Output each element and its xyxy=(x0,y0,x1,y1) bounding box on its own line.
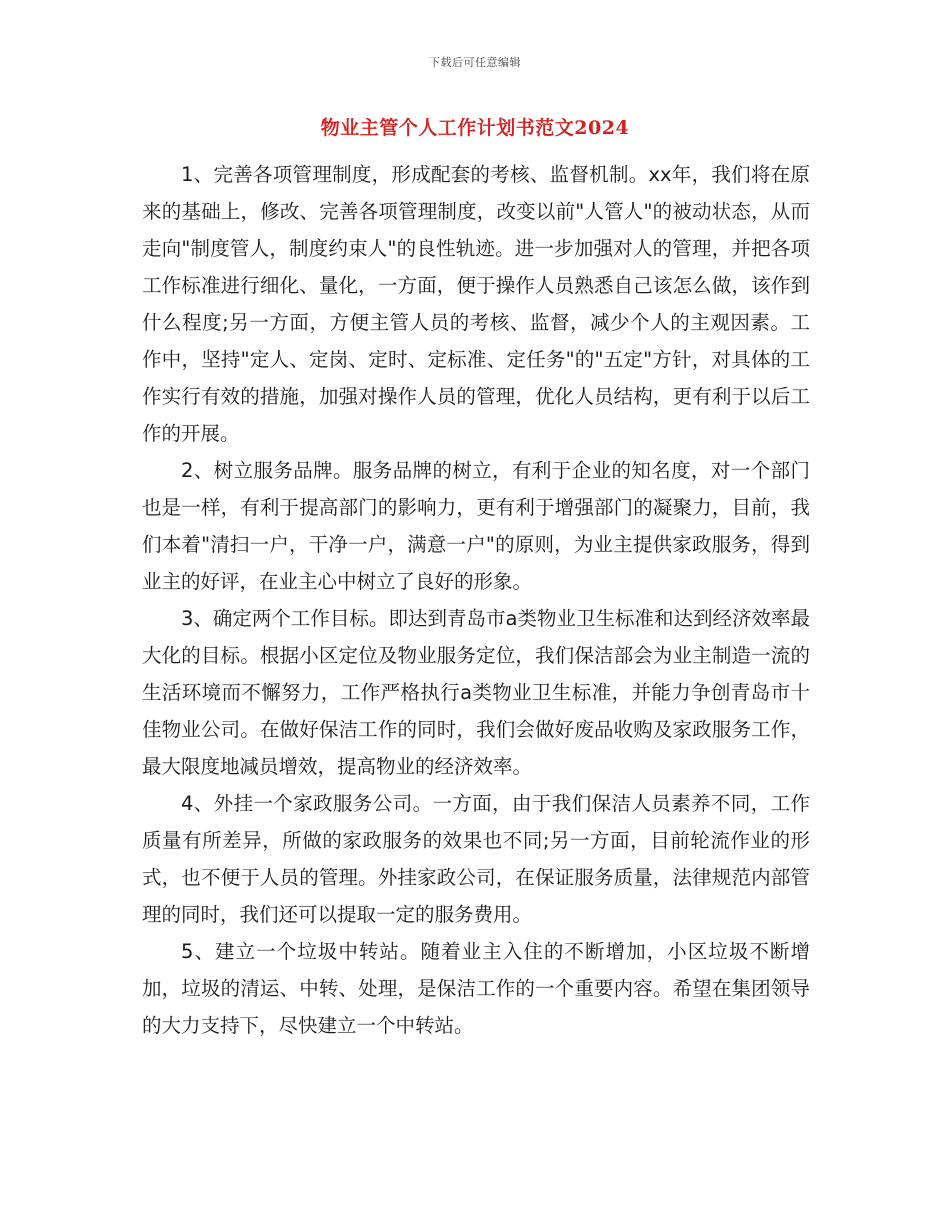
paragraph-3: 3、确定两个工作目标。即达到青岛市a类物业卫生标准和达到经济效率最大化的目标。根据小区定位及物业服务定位，我们保洁部会为业主制造一流的生活环境而不懈努力，工作严格执行a类物业卫生标准，并能力争创青岛市十佳物业公司。在做好保洁工作的同时，我们会做好废品收购及家政服务工作，最大限度地减员增效，提高物业的经济效率。 xyxy=(142,607,810,778)
document-title: 物业主管个人工作计划书范文2024 xyxy=(320,117,630,139)
paragraph-4: 4、外挂一个家政服务公司。一方面，由于我们保洁人员素养不同，工作质量有所差异，所做的家政服务的效果也不同;另一方面，目前轮流作业的形式，也不便于人员的管理。外挂家政公司，在保证服务质量，法律规范内部管理的同时，我们还可以提取一定的服务费用。 xyxy=(142,792,810,926)
paragraph-2: 2、树立服务品牌。服务品牌的树立，有利于企业的知名度，对一个部门也是一样，有利于提高部门的影响力，更有利于增强部门的凝聚力，目前，我们本着"清扫一户，干净一户，满意一户"的原则，为业主提供家政服务，得到业主的好评，在业主心中树立了良好的形象。 xyxy=(142,459,810,593)
paragraph-1: 1、完善各项管理制度，形成配套的考核、监督机制。xx年，我们将在原来的基础上，修改、完善各项管理制度，改变以前"人管人"的被动状态，从而走向"制度管人，制度约束人"的良性轨迹。进一步加强对人的管理，并把各项工作标准进行细化、量化，一方面，便于操作人员熟悉自己该怎么做，该作到什么程度;另一方面，方便主管人员的考核、监督，减少个人的主观因素。工作中，坚持"定人、定岗、定时、定标准、定任务"的"五定"方针，对具体的工作实行有效的措施，加强对操作人员的管理，优化人员结构，更有利于以后工作的开展。 xyxy=(142,163,810,445)
paragraph-5: 5、建立一个垃圾中转站。随着业主入住的不断增加，小区垃圾不断增加，垃圾的清运、中转、处理，是保洁工作的一个重要内容。希望在集团领导的大力支持下，尽快建立一个中转站。 xyxy=(142,940,810,1037)
document-body xyxy=(142,156,810,1044)
header-note: 下载后可任意编辑 xyxy=(429,56,521,69)
